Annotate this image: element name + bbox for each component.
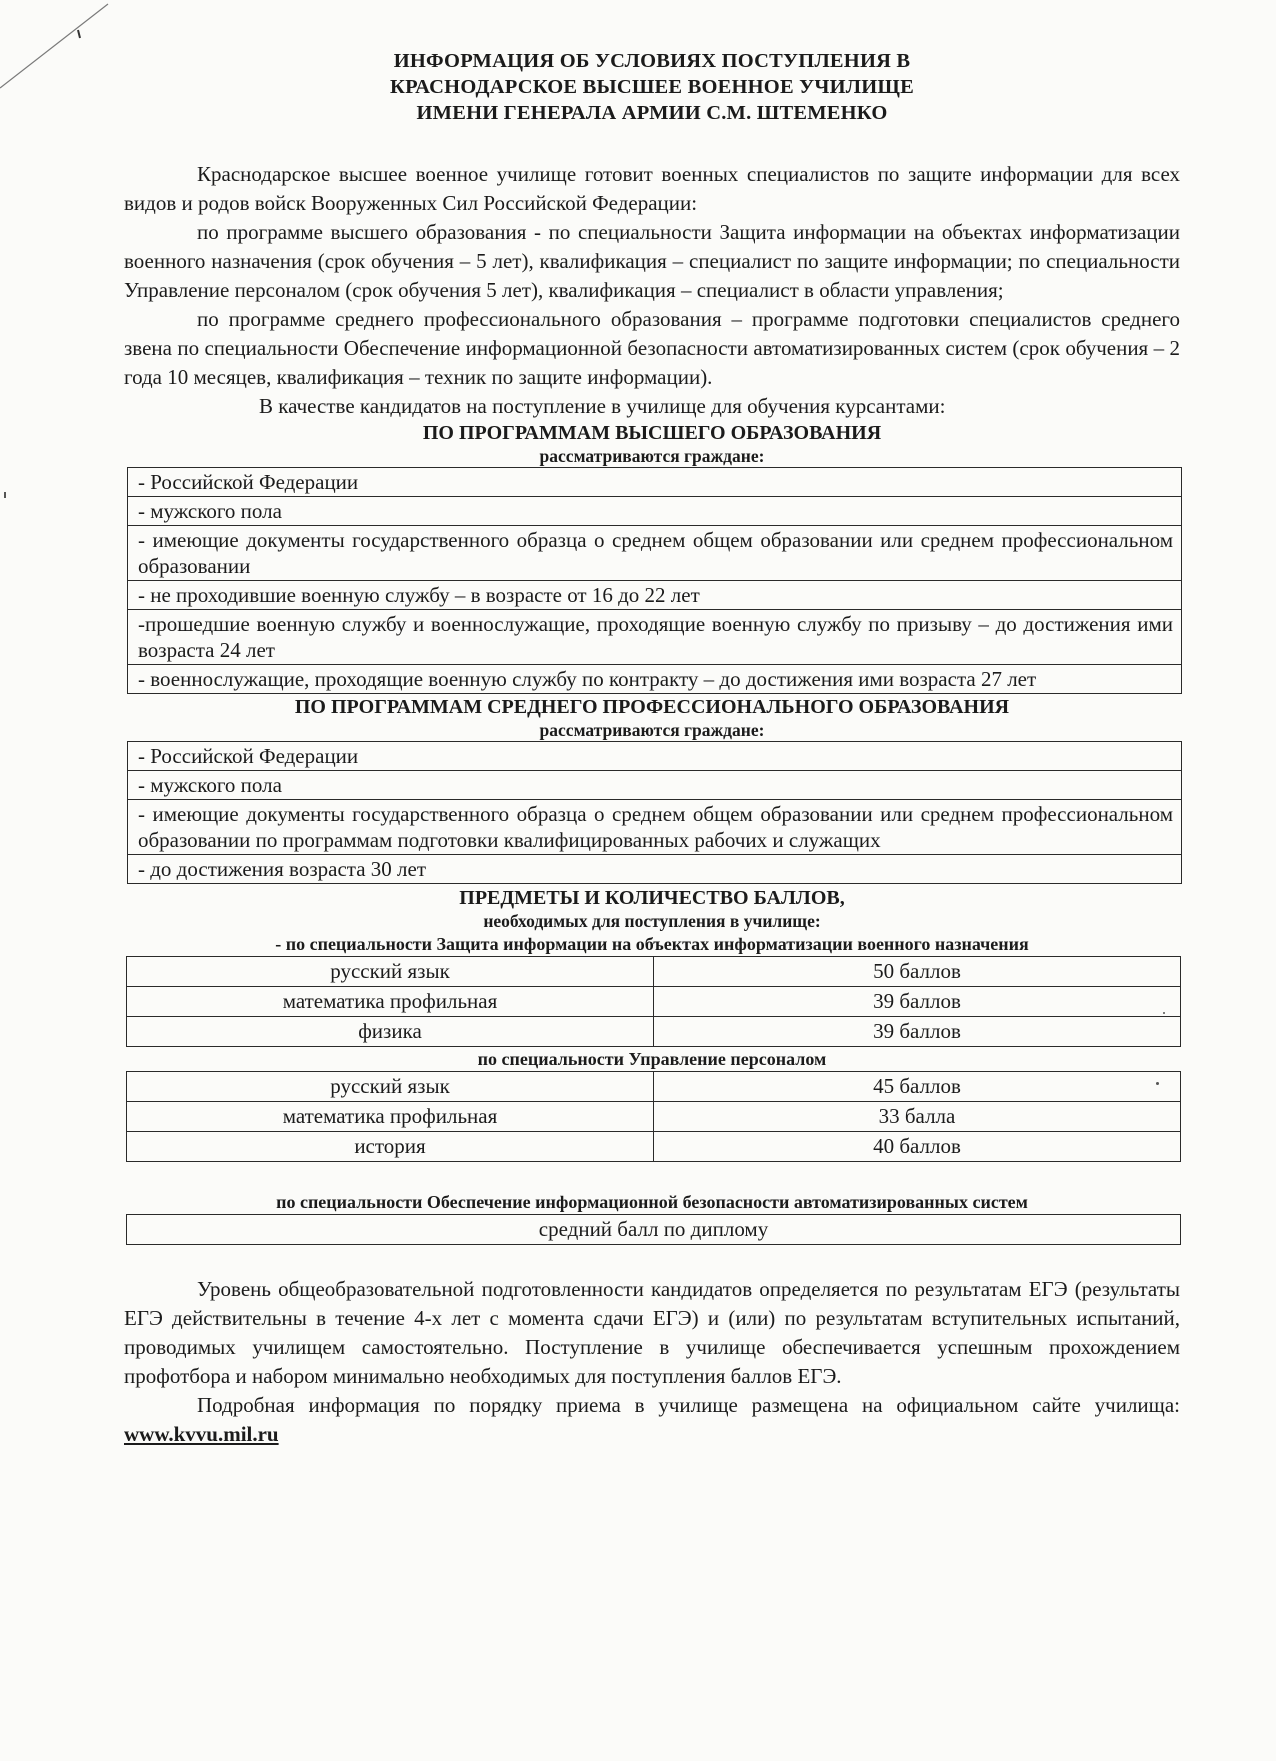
official-site-link[interactable]: www.kvvu.mil.ru xyxy=(124,1422,279,1446)
table-row xyxy=(128,468,1182,497)
requirement-cell: - мужского пола xyxy=(128,771,1182,800)
intro-paragraph-4: В качестве кандидатов на поступление в училище для обучения курсантами: xyxy=(259,394,946,418)
page-fold-mark xyxy=(0,0,130,95)
requirement-cell: - не проходившие военную службу – в возрасте от 16 до 22 лет xyxy=(128,581,1182,610)
requirement-cell: - до достижения возраста 30 лет xyxy=(128,855,1182,884)
higher-ed-heading: ПО ПРОГРАММАМ ВЫСШЕГО ОБРАЗОВАНИЯ xyxy=(422,422,882,444)
table-row xyxy=(128,581,1182,610)
higher-ed-requirements-table xyxy=(127,467,1182,694)
table-row xyxy=(127,987,1181,1017)
scores-heading: ПРЕДМЕТЫ И КОЛИЧЕСТВО БАЛЛОВ, xyxy=(459,887,845,909)
subject-cell: математика профильная xyxy=(127,1102,654,1132)
title-line-1: ИНФОРМАЦИЯ ОБ УСЛОВИЯХ ПОСТУПЛЕНИЯ В xyxy=(393,50,911,72)
subject-cell: математика профильная xyxy=(127,987,654,1017)
spec3-scores-table xyxy=(126,1214,1181,1245)
closing-paragraph-2-text: Подробная информация по порядку приема в училище размещена на официальном сайте училища: xyxy=(197,1393,1180,1417)
spec1-scores-table xyxy=(126,956,1181,1047)
table-row xyxy=(128,497,1182,526)
closing-section xyxy=(124,1275,1180,1449)
requirement-cell: -прошедшие военную службу и военнослужащие, проходящие военную службу по призыву – до достижения ими возраста 24 лет xyxy=(128,610,1182,665)
scores-subheading: необходимых для поступления в училище: xyxy=(483,911,821,931)
table-row xyxy=(127,1132,1181,1162)
higher-ed-subheading: рассматриваются граждане: xyxy=(539,446,765,466)
spec2-scores-table xyxy=(126,1071,1181,1162)
document-title xyxy=(124,48,1180,126)
requirement-cell: - имеющие документы государственного образца о среднем общем образовании или среднем профессиональном образовании по программам подготовки квалифицированных рабочих и служащих xyxy=(128,800,1182,855)
diploma-average-cell: средний балл по диплому xyxy=(127,1215,1181,1245)
score-cell: 39 баллов xyxy=(654,1017,1181,1047)
score-cell: 50 баллов xyxy=(654,957,1181,987)
spec1-title: - по специальности Защита информации на объектах информатизации военного назначения xyxy=(275,934,1029,954)
table-row xyxy=(128,665,1182,694)
intro-paragraph-1: Краснодарское высшее военное училище готовит военных специалистов по защите информации для всех видов и родов войск Вооруженных Сил Российской Федерации: xyxy=(124,162,1180,215)
table-row xyxy=(127,1215,1181,1245)
score-cell: 40 баллов xyxy=(654,1132,1181,1162)
table-row xyxy=(127,1102,1181,1132)
subject-cell: русский язык xyxy=(127,957,654,987)
subject-cell: русский язык xyxy=(127,1072,654,1102)
intro-section xyxy=(124,160,1180,421)
table-row xyxy=(128,610,1182,665)
requirement-cell: - военнослужащие, проходящие военную службу по контракту – до достижения ими возраста 27 лет xyxy=(128,665,1182,694)
table-row xyxy=(127,1072,1181,1102)
document-page xyxy=(124,48,1180,1449)
table-row xyxy=(128,855,1182,884)
table-row xyxy=(128,800,1182,855)
spo-heading: ПО ПРОГРАММАМ СРЕДНЕГО ПРОФЕССИОНАЛЬНОГО ОБРАЗОВАНИЯ xyxy=(294,696,1010,718)
score-cell: 33 балла xyxy=(654,1102,1181,1132)
table-row xyxy=(128,742,1182,771)
score-cell: 39 баллов xyxy=(654,987,1181,1017)
subject-cell: физика xyxy=(127,1017,654,1047)
intro-paragraph-3: по программе среднего профессионального образования – программе подготовки специалистов среднего звена по специальности Обеспечение информационной безопасности автоматизированных систем (срок обучения – 2 года 10 месяцев, квалификация – техник по защите информации). xyxy=(124,307,1180,389)
closing-paragraph-1: Уровень общеобразовательной подготовленности кандидатов определяется по результатам ЕГЭ (результаты ЕГЭ действительны в течение 4-х лет с момента сдачи ЕГЭ) и (или) по результатам вступительных испытаний, проводимых училищем самостоятельно. Поступление в училище обеспечивается успешным прохождением профотбора и набором минимально необходимых для поступления баллов ЕГЭ. xyxy=(124,1277,1180,1388)
requirement-cell: - Российской Федерации xyxy=(128,742,1182,771)
closing-paragraph-2 xyxy=(124,1391,1180,1449)
table-row xyxy=(128,526,1182,581)
spec2-title: по специальности Управление персоналом xyxy=(477,1049,827,1069)
subject-cell: история xyxy=(127,1132,654,1162)
requirement-cell: - имеющие документы государственного образца о среднем общем образовании или среднем профессиональном образовании xyxy=(128,526,1182,581)
spo-requirements-table xyxy=(127,741,1182,884)
table-row xyxy=(128,771,1182,800)
score-cell: 45 баллов xyxy=(654,1072,1181,1102)
title-line-3: ИМЕНИ ГЕНЕРАЛА АРМИИ С.М. ШТЕМЕНКО xyxy=(416,102,888,124)
intro-paragraph-2: по программе высшего образования - по специальности Защита информации на объектах информатизации военного назначения (срок обучения – 5 лет), квалификация – специалист по защите информации; по специальности Управление персоналом (срок обучения 5 лет), квалификация – специалист в области управления; xyxy=(124,220,1180,302)
requirement-cell: - мужского пола xyxy=(128,497,1182,526)
spec3-title: по специальности Обеспечение информационной безопасности автоматизированных систем xyxy=(276,1192,1028,1212)
table-row xyxy=(127,1017,1181,1047)
table-row xyxy=(127,957,1181,987)
title-line-2: КРАСНОДАРСКОЕ ВЫСШЕЕ ВОЕННОЕ УЧИЛИЩЕ xyxy=(390,76,914,98)
spo-subheading: рассматриваются граждане: xyxy=(539,720,765,740)
requirement-cell: - Российской Федерации xyxy=(128,468,1182,497)
